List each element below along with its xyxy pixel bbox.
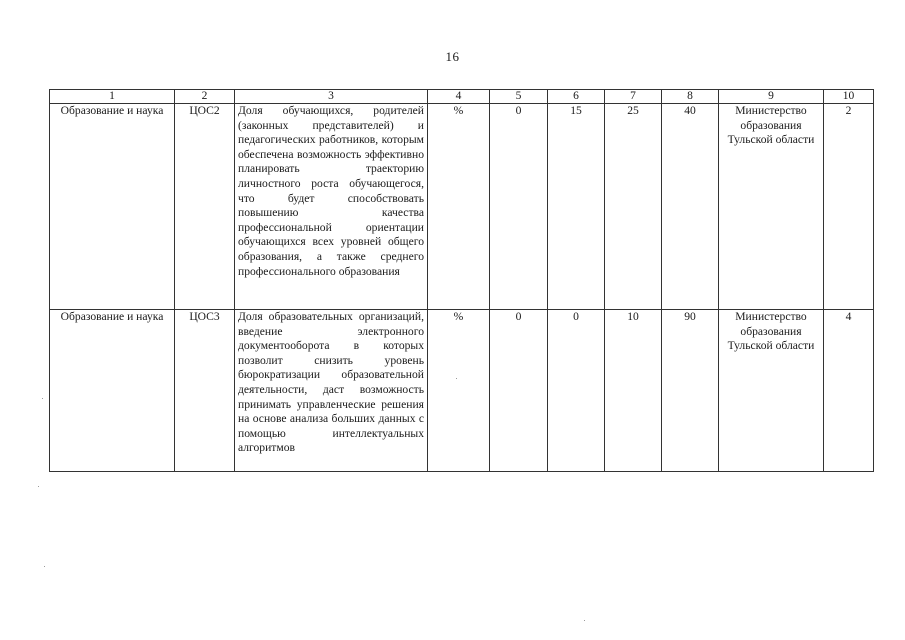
value-cell: 4	[824, 310, 874, 472]
column-header: 1	[50, 90, 175, 104]
column-header: 4	[428, 90, 490, 104]
indicators-table	[49, 89, 874, 472]
column-header: 8	[662, 90, 719, 104]
value-cell: 25	[605, 104, 662, 310]
column-header: 10	[824, 90, 874, 104]
column-header: 5	[490, 90, 548, 104]
value-cell: 2	[824, 104, 874, 310]
scan-speck	[456, 378, 457, 379]
column-header: 2	[175, 90, 235, 104]
column-header: 7	[605, 90, 662, 104]
scan-speck	[44, 566, 45, 567]
unit-cell: %	[428, 104, 490, 310]
column-header: 3	[235, 90, 428, 104]
value-cell: 0	[490, 310, 548, 472]
description-cell: Доля образовательных организаций, введение электронного документооборота в которых позволит снизить уровень бюрократизации образовательной деятельности, даст возможность принимать управленческие решения на основе анализа больших данных с помощью интеллектуальных алгоритмов	[235, 310, 428, 472]
scan-speck	[584, 620, 585, 621]
sector-cell: Образование и наука	[50, 310, 175, 472]
responsible-cell: Министерство образования Тульской области	[719, 104, 824, 310]
table-row	[50, 310, 874, 472]
unit-cell: %	[428, 310, 490, 472]
responsible-cell: Министерство образования Тульской области	[719, 310, 824, 472]
code-cell: ЦОС2	[175, 104, 235, 310]
scan-speck	[42, 398, 43, 399]
code-cell: ЦОС3	[175, 310, 235, 472]
page-number: 16	[445, 49, 460, 64]
value-cell: 10	[605, 310, 662, 472]
value-cell: 0	[548, 310, 605, 472]
value-cell: 90	[662, 310, 719, 472]
scan-speck	[38, 486, 39, 487]
value-cell: 0	[490, 104, 548, 310]
sector-cell: Образование и наука	[50, 104, 175, 310]
column-header: 6	[548, 90, 605, 104]
value-cell: 40	[662, 104, 719, 310]
header-row	[50, 90, 874, 104]
table-row	[50, 104, 874, 310]
column-header: 9	[719, 90, 824, 104]
value-cell: 15	[548, 104, 605, 310]
description-cell: Доля обучающихся, родителей (законных представителей) и педагогических работников, которым обеспечена возможность эффективно планировать траекторию личностного роста обучающегося, что будет способствовать повышению качества профессиональной ориентации обучающихся всех уровней общего образования, а также среднего профессионального образования	[235, 104, 428, 310]
